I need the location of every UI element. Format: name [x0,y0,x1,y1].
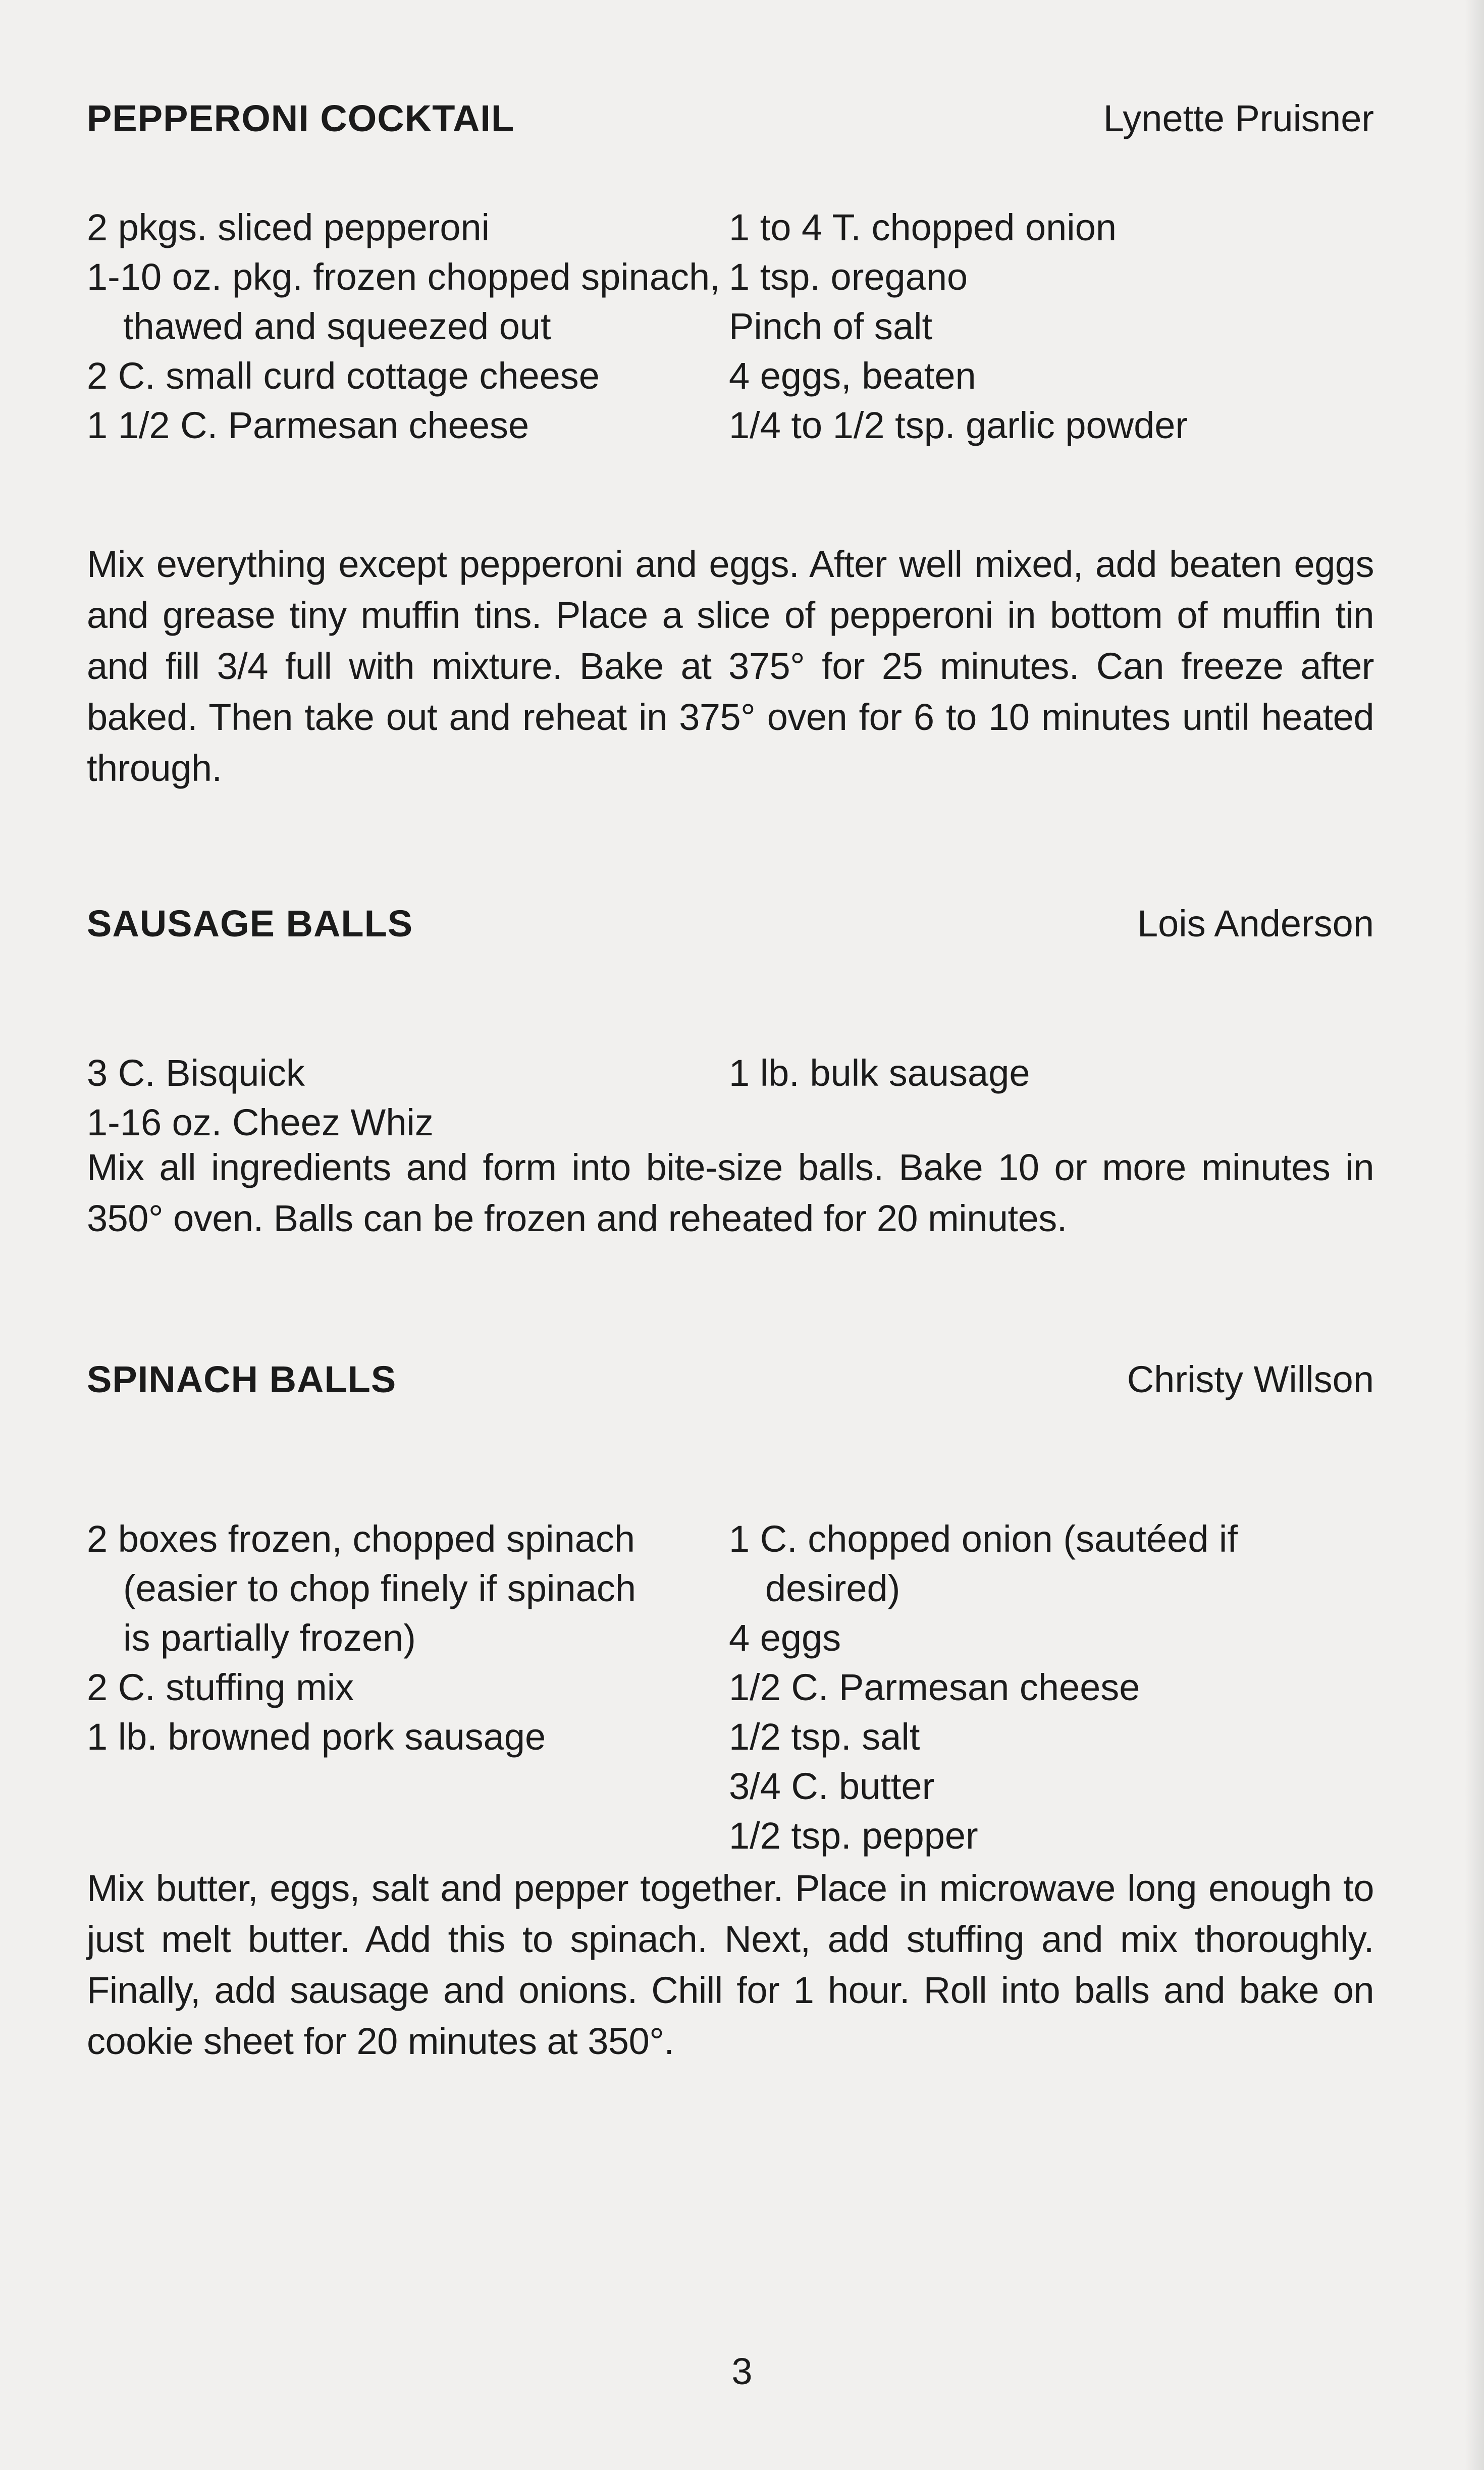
ingredient-item: 1 lb. browned pork sausage [87,1716,546,1758]
recipe-title: PEPPERONI COCKTAIL [87,97,515,139]
recipe-instructions: Mix everything except pepperoni and eggs. After well mixed, add beaten eggs and grease tiny muffin tins. Place a slice of pepperoni in bottom of muffin tin and fill 3/4 full with mixture. Bake at 375° for 25 minutes. Can freeze after baked. Then take out and reheat in 375° oven for 6 to 10 minutes until heated through. [87,543,1374,789]
ingredient-item: 1/4 to 1/2 tsp. garlic powder [729,404,1188,446]
ingredient-item: 1 tsp. oregano [729,256,968,298]
ingredient-item: 1 to 4 T. chopped onion [729,206,1117,248]
ingredient-column-right [729,203,1380,450]
ingredient-column-left [87,203,723,450]
ingredient-item: 1/2 tsp. pepper [729,1815,978,1857]
ingredient-item: 1 1/2 C. Parmesan cheese [87,404,529,446]
recipe-author: Christy Willson [1127,1358,1374,1400]
ingredient-item: 3/4 C. butter [729,1765,935,1807]
ingredient-item: 4 eggs [729,1617,841,1659]
recipe-sausage-balls [87,902,1374,1239]
ingredient-list [87,1514,1374,1857]
recipe-header [87,1358,1374,1413]
ingredient-column-left [87,1048,723,1147]
ingredient-column-right [729,1048,1380,1098]
recipe-pepperoni-cocktail [87,97,1374,789]
recipe-spinach-balls [87,1358,1374,2062]
ingredient-column-left [87,1514,723,1762]
ingredient-item: 1 C. chopped onion (sautéed if desired) [729,1518,1238,1609]
ingredient-item: 1 lb. bulk sausage [729,1052,1030,1094]
ingredient-item: 3 C. Bisquick [87,1052,305,1094]
ingredient-item: 1-10 oz. pkg. frozen chopped spinach, thawed and squeezed out [87,256,720,347]
ingredient-item: 1/2 C. Parmesan cheese [729,1666,1140,1708]
recipe-header [87,902,1374,958]
ingredient-item: 2 C. small curd cottage cheese [87,355,600,397]
recipe-author: Lois Anderson [1137,903,1374,944]
ingredient-item: 2 pkgs. sliced pepperoni [87,206,490,248]
page-number: 3 [731,2350,753,2392]
ingredient-item: 2 boxes frozen, chopped spinach (easier to chop finely if spinach is partially frozen) [87,1518,636,1659]
ingredient-column-right [729,1514,1380,1861]
recipe-author: Lynette Pruisner [1103,97,1374,139]
page-edge-shadow [1465,0,1484,2470]
recipe-header [87,97,1374,152]
ingredient-item: Pinch of salt [729,305,933,347]
recipe-instructions: Mix all ingredients and form into bite-size balls. Bake 10 or more minutes in 350° oven. Balls can be frozen and reheated for 20 minutes. [87,1146,1374,1239]
recipe-title: SPINACH BALLS [87,1358,397,1400]
ingredient-item: 2 C. stuffing mix [87,1666,354,1708]
ingredient-item: 1/2 tsp. salt [729,1716,920,1758]
recipe-title: SAUSAGE BALLS [87,903,413,944]
ingredient-item: 4 eggs, beaten [729,355,976,397]
ingredient-item: 1-16 oz. Cheez Whiz [87,1101,434,1143]
recipe-instructions: Mix butter, eggs, salt and pepper together. Place in microwave long enough to just melt butter. Add this to spinach. Next, add stuffing and mix thoroughly. Finally, add sausage and onions. Chill for 1 hour. Roll into balls and bake on cookie sheet for 20 minutes at 350°. [87,1867,1374,2062]
ingredient-list [87,203,1374,516]
